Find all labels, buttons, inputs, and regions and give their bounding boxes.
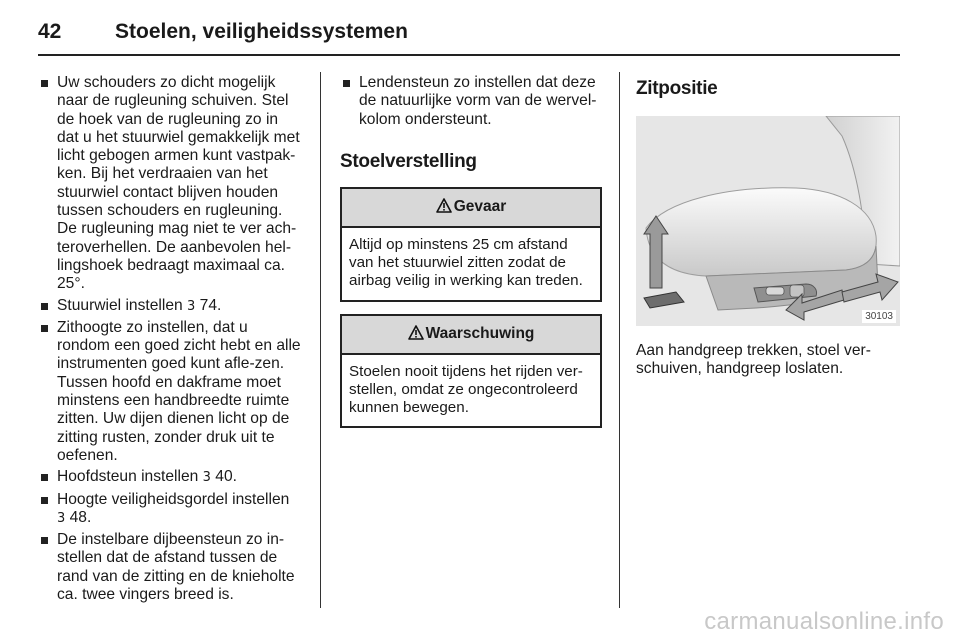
list-item: Lendensteun zo instellen dat deze de natuurlijke vorm van de wervel-kolom ondersteunt.	[340, 74, 602, 129]
column-divider	[619, 72, 620, 608]
cross-reference-icon[interactable]: 3	[57, 510, 66, 526]
list-item: Uw schouders zo dicht mogelijk naar de rugleuning schuiven. Stel de hoek van de rugleuning zo in dat u het stuurwiel gemakkelijk met licht gebogen armen kunt vastpak-ken. Bij het verdraaien van het stuurwiel contact blijven houden tussen schouders en rugleuning. De rugleuning mag niet te ver ach-teroverhellen. De aanbevolen hel-lingshoek bedraagt maximaal ca. 25°.	[38, 74, 303, 294]
warning-triangle-icon	[408, 325, 424, 345]
cross-reference-icon[interactable]: 3	[187, 298, 196, 314]
bullet-list	[340, 74, 602, 129]
danger-box	[340, 187, 602, 302]
watermark: carmanualsonline.info	[704, 608, 944, 635]
figure-caption: Aan handgreep trekken, stoel ver-schuiven, handgreep loslaten.	[636, 342, 871, 378]
warning-triangle-icon	[436, 198, 452, 218]
page-reference[interactable]: 74.	[199, 296, 222, 314]
page-title: Stoelen, veiligheidssystemen	[115, 20, 408, 43]
warning-box-header	[342, 316, 600, 355]
danger-text: Altijd op minstens 25 cm afstand van het stuurwiel zitten zodat de airbag veilig in werking kan treden.	[349, 235, 583, 290]
cross-reference-icon[interactable]: 3	[202, 470, 211, 486]
column-right	[636, 74, 902, 379]
list-item: Zithoogte zo instellen, dat u rondom een goed zicht hebt en alle instrumenten goed kunt afle-zen. Tussen hoofd en dakframe moet minstens een handbreedte ruimte zitten. Uw dijen dienen licht op de zitting rusten, zonder druk uit te oefenen.	[38, 319, 303, 465]
danger-box-header	[342, 189, 600, 228]
warning-text: Stoelen nooit tijdens het rijden ver-stellen, omdat ze ongecontroleerd kunnen bewegen.	[349, 362, 583, 416]
danger-title: Gevaar	[453, 197, 507, 215]
section-heading: Stoelverstelling	[340, 150, 477, 172]
warning-box	[340, 314, 602, 429]
column-middle	[340, 74, 602, 428]
list-item: Hoofdsteun instellen 3 40.	[38, 468, 303, 487]
figure-number: 30103	[862, 310, 896, 323]
warning-title: Waarschuwing	[425, 324, 535, 342]
section-heading: Zitpositie	[636, 78, 718, 99]
list-item: De instelbare dijbeensteun zo in-stellen dat de afstand tussen de rand van de zitting en de knieholte ca. twee vingers breed is.	[38, 531, 303, 604]
column-divider	[320, 72, 321, 608]
seat-adjustment-illustration	[636, 116, 900, 326]
page-number: 42	[38, 20, 62, 43]
page-reference[interactable]: 40.	[215, 468, 237, 486]
page-reference[interactable]: 48.	[69, 508, 92, 526]
page-header	[38, 14, 900, 56]
list-item: Stuurwiel instellen 3 74.	[38, 297, 303, 316]
bullet-list	[38, 74, 303, 604]
list-item: Hoogte veiligheidsgordel instellen 3 48.	[38, 491, 303, 529]
column-left	[38, 74, 303, 607]
seat-illustration-icon	[636, 116, 900, 326]
